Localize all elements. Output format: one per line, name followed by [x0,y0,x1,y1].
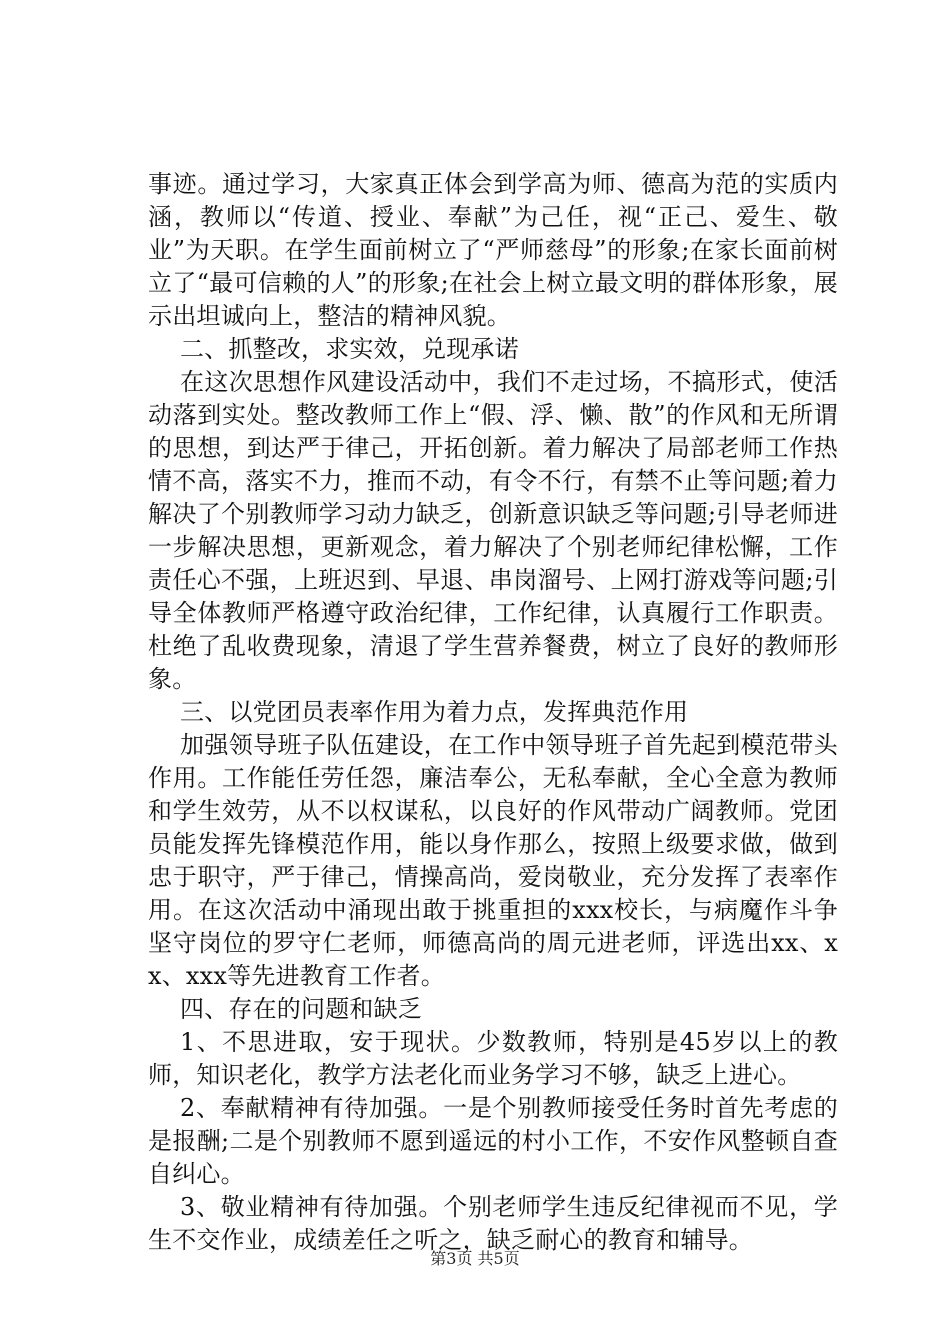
problem-item-1: 1、不思进取，安于现状。少数教师，特别是45岁以上的教师，知识老化，教学方法老化而业务学习不够，缺乏上进心。 [148,1028,838,1089]
document-body [148,168,838,1257]
problem-item-2: 2、奉献精神有待加强。一是个别教师接受任务时首先考虑的是报酬;二是个别教师不愿到遥远的村小工作，不安作风整顿自查自纠心。 [148,1094,838,1188]
paragraph-rectification: 在这次思想作风建设活动中，我们不走过场，不搞形式，使活动落到实处。整改教师工作上“假、浮、懒、散”的作风和无所谓的思想，到达严于律己，开拓创新。着力解决了局部老师工作热情不高，落实不力，推而不动，有令不行，有禁不止等问题;着力解决了个别教师学习动力缺乏，创新意识缺乏等问题;引导老师进一步解决思想，更新观念，着力解决了个别老师纪律松懈，工作责任心不强，上班迟到、早退、串岗溜号、上网打游戏等问题;引导全体教师严格遵守政治纪律，工作纪律，认真履行工作职责。杜绝了乱收费现象，清退了学生营养餐费，树立了良好的教师形象。 [148,368,838,693]
section-heading-party-members: 三、以党团员表率作用为着力点，发挥典范作用 [180,698,689,726]
page-number-footer: 第3页 共5页 [430,1249,520,1268]
paragraph-party-members: 加强领导班子队伍建设，在工作中领导班子首先起到模范带头作用。工作能任劳任怨，廉洁奉公，无私奉献，全心全意为教师和学生效劳，从不以权谋私，以良好的作风带动广阔教师。党团员能发挥先锋模范作用，能以身作那么，按照上级要求做，做到忠于职守，严于律己，情操高尚，爱岗敬业，充分发挥了表率作用。在这次活动中涌现出敢于挑重担的xxx校长，与病魔作斗争坚守岗位的罗守仁老师，师德高尚的周元进老师，评选出xx、xx、xxx等先进教育工作者。 [148,731,838,990]
problem-item-3: 3、敬业精神有待加强。个别老师学生违反纪律视而不见，学生不交作业，成绩差任之听之，缺乏耐心的教育和辅导。 [148,1193,838,1254]
section-heading-problems: 四、存在的问题和缺乏 [180,995,422,1023]
paragraph-continuation: 事迹。通过学习，大家真正体会到学高为师、德高为范的实质内涵，教师以“传道、授业、奉献”为己任，视“正己、爱生、敬业”为天职。在学生面前树立了“严师慈母”的形象;在家长面前树立了“最可信赖的人”的形象;在社会上树立最文明的群体形象，展示出坦诚向上，整洁的精神风貌。 [148,170,838,330]
section-heading-rectification: 二、抓整改，求实效，兑现承诺 [180,335,519,363]
